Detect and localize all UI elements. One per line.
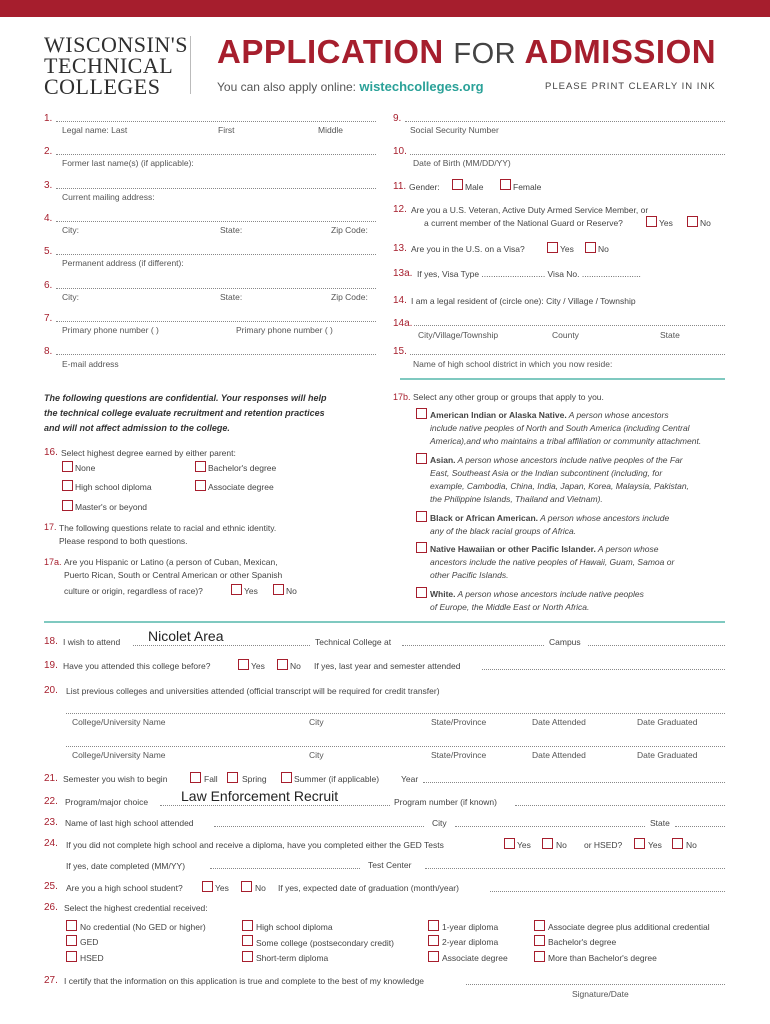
title-part: APPLICATION [217,33,454,70]
male-checkbox[interactable] [452,179,463,190]
confidential-intro: and will not affect admission to the college. [44,423,230,433]
ged-no-label: No [556,840,567,850]
parent-none-checkbox[interactable] [62,461,73,472]
race-desc: A person whose ancestors [566,410,669,420]
assoc-cred-checkbox[interactable] [428,951,439,962]
logo-line: TECHNICAL [44,53,174,78]
hispanic-yes-checkbox[interactable] [231,584,242,595]
q8-number: 8. [44,346,53,357]
col-state: State/Province [431,717,487,727]
hs-student-no-label: No [255,883,266,893]
col-graduated: Date Graduated [637,750,698,760]
q5-number: 5. [44,246,53,257]
no-credential-label: No credential (No GED or higher) [80,922,206,932]
q15-field[interactable] [410,354,725,355]
q1-field[interactable] [56,121,376,122]
hsed-yes-checkbox[interactable] [634,838,645,849]
q18-number: 18. [44,636,58,647]
parent-hs-checkbox[interactable] [62,480,73,491]
white-checkbox[interactable] [416,587,427,598]
hs-diploma-checkbox[interactable] [242,920,253,931]
q16-number: 16. [44,447,58,458]
print-note: PLEASE PRINT CLEARLY IN INK [545,81,716,92]
q7-field[interactable] [56,321,376,322]
white-label [430,589,644,599]
signature-label: Signature/Date [572,989,629,999]
hsed-no-label: No [686,840,697,850]
american-indian-label [430,410,669,420]
q4-zip-label: Zip Code: [331,225,368,235]
more-bach-label: More than Bachelor's degree [548,953,657,963]
male-label: Male [465,182,484,192]
assoc-cred-label: Associate degree [442,953,508,963]
race-name: Asian. [430,455,456,465]
college-field[interactable] [133,645,310,646]
hispanic-no-checkbox[interactable] [273,584,284,595]
attended-no-checkbox[interactable] [277,659,288,670]
summer-checkbox[interactable] [281,772,292,783]
q9-number: 9. [393,113,402,124]
race-name: White. [430,589,456,599]
race-desc: A person whose ancestors include native peoples [455,589,644,599]
q24-b-text: If yes, date completed (MM/YY) [66,861,186,871]
some-college-checkbox[interactable] [242,935,253,946]
q25-number: 25. [44,881,58,892]
q24-number: 24. [44,838,58,849]
year-label: Year [401,774,419,784]
confidential-intro: The following questions are confidential. Your responses will help [44,393,327,403]
hsed-label: or HSED? [584,840,623,850]
q5-field[interactable] [56,254,376,255]
q17a-number: 17a. [44,557,62,567]
q8-field[interactable] [56,354,376,355]
q7-number: 7. [44,313,53,324]
title-part: ADMISSION [516,33,717,70]
col-college: College/University Name [72,750,166,760]
assoc-plus-label: Associate degree plus additional credential [548,922,710,932]
ged-label: GED [80,937,99,947]
online-note [217,79,484,94]
q22-number: 22. [44,796,58,807]
q10-number: 10. [393,146,407,157]
bach-cred-checkbox[interactable] [534,935,545,946]
section-divider [44,621,725,623]
hsed-checkbox[interactable] [66,951,77,962]
race-desc: example, Cambodia, China, India, Japan, Korea, Malaysia, Pakistan, [430,481,689,491]
q16-text: Select highest degree earned by either parent: [61,448,236,458]
q17a-text: Are you Hispanic or Latino (a person of Cuban, Mexican, [64,557,278,567]
q15-number: 15. [393,346,407,357]
q1-middle-label: Middle [318,125,344,135]
q24-text: If you did not complete high school and receive a diploma, have you completed either the GED Tests [66,840,444,850]
q8-label: E-mail address [62,359,119,369]
more-bach-checkbox[interactable] [534,951,545,962]
visa-no-checkbox[interactable] [585,242,596,253]
online-url[interactable]: wistechcolleges.org [359,79,484,94]
col-state: State/Province [431,750,487,760]
test-center-label: Test Center [368,860,412,870]
race-desc: other Pacific Islands. [430,570,509,580]
short-term-checkbox[interactable] [242,951,253,962]
visa-no-label: No [598,244,609,254]
q4-city-label: City: [62,225,79,235]
spring-label: Spring [242,774,267,784]
title-for: FOR [453,38,517,70]
q23-text: Name of last high school attended [65,818,194,828]
one-year-checkbox[interactable] [428,920,439,931]
q18-text: I wish to attend [63,637,121,647]
hs-student-yes-checkbox[interactable] [202,881,213,892]
q10-field[interactable] [410,154,725,155]
attended-yes-label: Yes [251,661,265,671]
q17b-text: Select any other group or groups that apply to you. [413,392,604,402]
black-label [430,513,669,523]
hs-city-field[interactable] [455,826,645,827]
race-name: Native Hawaiian or other Pacific Islander. [430,544,596,554]
black-checkbox[interactable] [416,511,427,522]
q14a-county-label: County [552,330,579,340]
q6-zip-label: Zip Code: [331,292,368,302]
q23-city-label: City [432,818,447,828]
hs-state-field[interactable] [675,826,725,827]
program-value[interactable]: Law Enforcement Recruit [181,788,339,804]
no-credential-checkbox[interactable] [66,920,77,931]
female-label: Female [513,182,542,192]
col-graduated: Date Graduated [637,717,698,727]
q20-text: List previous colleges and universities attended (official transcript will be required for credit transfer) [66,686,440,696]
short-term-label: Short-term diploma [256,953,329,963]
q14a-field[interactable] [414,325,725,326]
some-college-label: Some college (postsecondary credit) [256,938,394,948]
veteran-no-label: No [700,218,711,228]
online-prefix: You can also apply online: [217,80,360,94]
q11-number: 11. [393,181,407,192]
parent-bachelor-label: Bachelor's degree [208,463,277,473]
q1-last-label: Legal name: Last [62,125,128,135]
q23-state-label: State [650,818,670,828]
col-attended: Date Attended [532,750,586,760]
ged-no-checkbox[interactable] [542,838,553,849]
q17-text: Please respond to both questions. [59,536,188,546]
q18-campus-label: Campus [549,637,581,647]
col-city: City [309,750,324,760]
hs-diploma-label: High school diploma [256,922,333,932]
q26-text: Select the highest credential received: [64,903,208,913]
race-desc: the Philippine Islands, Thailand and Vietnam). [430,494,603,504]
col-city: City [309,717,324,727]
q17a-text: Puerto Rican, South or Central American or other Spanish [64,570,283,580]
bach-cred-label: Bachelor's degree [548,937,617,947]
q1-first-label: First [218,125,235,135]
q4-state-label: State: [220,225,243,235]
test-center-field[interactable] [425,868,725,869]
asian-label [430,455,683,465]
col-college: College/University Name [72,717,166,727]
fall-label: Fall [204,774,218,784]
veteran-yes-label: Yes [659,218,673,228]
hsed-yes-label: Yes [648,840,662,850]
visa-yes-checkbox[interactable] [547,242,558,253]
race-desc: A person whose ancestors include native peoples of the Far [455,455,683,465]
q13a-number: 13a. [393,268,413,279]
confidential-intro: the technical college evaluate recruitment and retention practices [44,408,325,418]
q19-text: Have you attended this college before? [63,661,211,671]
wtc-logo [44,34,188,97]
q12-number: 12. [393,204,407,215]
hawaiian-label [430,544,659,554]
female-checkbox[interactable] [500,179,511,190]
race-desc: any of the black racial groups of Africa. [430,526,577,536]
q9-field[interactable] [405,121,725,122]
fall-checkbox[interactable] [190,772,201,783]
race-desc: A person whose [595,544,659,554]
q17-number: 17. [44,522,57,532]
program-field[interactable] [160,805,390,806]
q14a-state-label: State [660,330,680,340]
american-indian-checkbox[interactable] [416,408,427,419]
q7-phone2-label: Primary phone number ( ) [236,325,333,335]
q4-field[interactable] [56,221,376,222]
veteran-no-checkbox[interactable] [687,216,698,227]
two-year-label: 2-year diploma [442,937,499,947]
q13-text: Are you in the U.S. on a Visa? [411,244,525,254]
ged-checkbox[interactable] [66,935,77,946]
attended-no-label: No [290,661,301,671]
signature-field[interactable] [466,984,725,985]
q19-b-text: If yes, last year and semester attended [314,661,461,671]
q4-number: 4. [44,213,53,224]
hs-student-yes-label: Yes [215,883,229,893]
q21-text: Semester you wish to begin [63,774,168,784]
q14-number: 14. [393,295,407,306]
college-row-field[interactable] [66,746,725,747]
attended-yes-checkbox[interactable] [238,659,249,670]
parent-associate-label: Associate degree [208,482,274,492]
spring-checkbox[interactable] [227,772,238,783]
ged-yes-checkbox[interactable] [504,838,515,849]
parent-bachelor-checkbox[interactable] [195,461,206,472]
ged-date-field[interactable] [210,868,360,869]
q2-label: Former last name(s) (if applicable): [62,158,194,168]
program-number-label: Program number (if known) [394,797,497,807]
q18-tc-label: Technical College at [315,637,392,647]
campus-field[interactable] [588,645,725,646]
q27-number: 27. [44,975,58,986]
veteran-yes-checkbox[interactable] [646,216,657,227]
q20-number: 20. [44,685,58,696]
q27-text: I certify that the information on this application is true and complete to the best of my knowledge [64,976,425,986]
q5-label: Permanent address (if different): [62,258,184,268]
q12-text: Are you a U.S. Veteran, Active Duty Armed Service Member, or [411,205,649,215]
top-banner [0,0,770,17]
q22-text: Program/major choice [65,797,149,807]
q23-number: 23. [44,817,58,828]
q21-number: 21. [44,773,58,784]
q19-field[interactable] [482,669,725,670]
race-desc: A person whose ancestors include [538,513,670,523]
parent-master-checkbox[interactable] [62,500,73,511]
q17-text: The following questions relate to racial and ethnic identity. [59,523,277,533]
q10-label: Date of Birth (MM/DD/YY) [413,158,511,168]
q14a-city-label: City/Village/Township [418,330,499,340]
q11-text: Gender: [409,182,440,192]
race-desc: ancestors include the native peoples of Hawaii, Guam, Samoa or [430,557,675,567]
college-row-field[interactable] [66,713,725,714]
q7-phone-label: Primary phone number ( ) [62,325,159,335]
hsed-cred-label: HSED [80,953,104,963]
q6-number: 6. [44,280,53,291]
hsed-no-checkbox[interactable] [672,838,683,849]
hs-student-no-checkbox[interactable] [241,881,252,892]
parent-hs-label: High school diploma [75,482,152,492]
assoc-plus-checkbox[interactable] [534,920,545,931]
summer-label: Summer (if applicable) [294,774,380,784]
hispanic-yes-label: Yes [244,586,258,596]
race-desc: America),and who maintains a tribal affiliation or community attachment. [430,436,702,446]
college-value[interactable]: Nicolet Area [148,628,224,644]
q2-number: 2. [44,146,53,157]
q6-field[interactable] [56,288,376,289]
ged-yes-label: Yes [517,840,531,850]
hispanic-no-label: No [286,586,297,596]
grad-date-field[interactable] [490,891,725,892]
section-divider [400,378,725,380]
q13a-text[interactable]: If yes, Visa Type ........................... Visa No. ......................... [417,269,641,279]
q3-label: Current mailing address: [62,192,155,202]
logo-line: WISCONSIN'S [44,32,188,57]
logo-divider [190,36,191,94]
asian-checkbox[interactable] [416,453,427,464]
page-title [217,33,716,71]
q17b-number: 17b. [393,392,411,402]
q9-label: Social Security Number [410,125,499,135]
q13-number: 13. [393,243,407,254]
tc-field[interactable] [402,645,544,646]
race-desc: of Europe, the Middle East or North Africa. [430,602,590,612]
q3-number: 3. [44,180,53,191]
col-attended: Date Attended [532,717,586,727]
q14-text[interactable]: I am a legal resident of (circle one): City / Village / Township [411,296,636,306]
race-name: American Indian or Alaska Native. [430,410,567,420]
year-field[interactable] [423,782,725,783]
parent-none-label: None [75,463,96,473]
race-name: Black or African American. [430,513,539,523]
q2-field[interactable] [56,154,376,155]
visa-yes-label: Yes [560,244,574,254]
race-desc: East, Southeast Asia or the Indian subcontinent (including, for [430,468,663,478]
race-desc: include native peoples of North and South America (including Central [430,423,690,433]
parent-master-label: Master's or beyond [75,502,148,512]
q1-number: 1. [44,113,53,124]
q3-field[interactable] [56,188,376,189]
hs-name-field[interactable] [214,826,424,827]
logo-line: COLLEGES [44,74,161,99]
q6-city-label: City: [62,292,79,302]
q25-b-text: If yes, expected date of graduation (month/year) [278,883,459,893]
q6-state-label: State: [220,292,243,302]
two-year-checkbox[interactable] [428,935,439,946]
q17a-text: culture or origin, regardless of race)? [64,586,203,596]
q15-label: Name of high school district in which you now reside: [413,359,613,369]
q19-number: 19. [44,660,58,671]
q12-text: a current member of the National Guard or Reserve? [424,218,623,228]
hawaiian-checkbox[interactable] [416,542,427,553]
q14a-number: 14a. [393,318,413,329]
program-number-field[interactable] [515,805,725,806]
parent-associate-checkbox[interactable] [195,480,206,491]
one-year-label: 1-year diploma [442,922,499,932]
q25-text: Are you a high school student? [66,883,183,893]
q26-number: 26. [44,902,58,913]
